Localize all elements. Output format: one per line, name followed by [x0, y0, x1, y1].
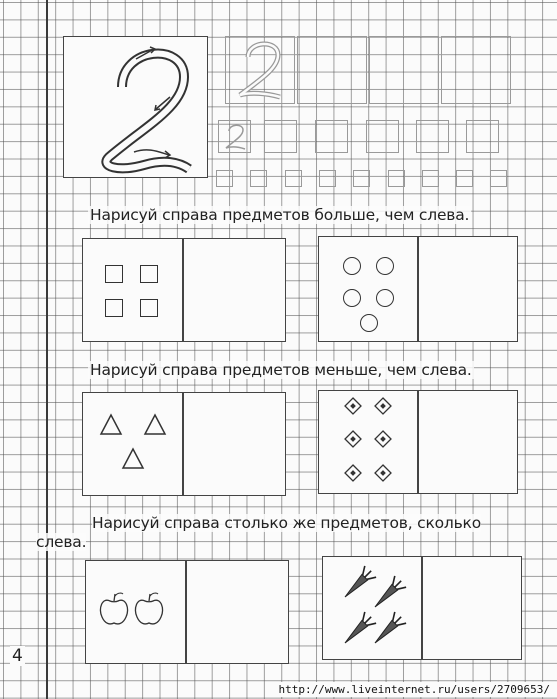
- circle-shape: [343, 289, 361, 307]
- carrot-shape: [369, 611, 406, 648]
- trace-small-box-3[interactable]: [315, 120, 348, 153]
- drawing-area[interactable]: [187, 561, 288, 663]
- trace-tiny-box-9[interactable]: [490, 170, 507, 187]
- square-shape: [140, 265, 158, 283]
- trace-tiny-box-8[interactable]: [456, 170, 473, 187]
- diamond-shape: [345, 465, 361, 481]
- task2-left-pair: [82, 392, 286, 496]
- page-margin-line: [46, 0, 48, 699]
- trace-tiny-box-2[interactable]: [250, 170, 267, 187]
- trace-small-box-6[interactable]: [466, 120, 499, 153]
- carrot-shape: [339, 565, 376, 602]
- diamond-shape: [375, 398, 391, 414]
- trace-box-2[interactable]: [297, 36, 367, 104]
- digit-two-stroke-guide: [64, 37, 206, 176]
- trace-box-1[interactable]: [225, 36, 295, 104]
- trace-small-box-4[interactable]: [366, 120, 399, 153]
- drawing-area[interactable]: [184, 239, 285, 341]
- task3-right-pair: [322, 556, 522, 660]
- instruction-equal: Нарисуй справа столько же предметов, сколько слева.: [36, 514, 482, 551]
- digit-two-trace-glyph: [219, 121, 250, 152]
- circle-shape: [360, 314, 378, 332]
- triangles-group: [83, 393, 181, 493]
- task1-left-pair: [82, 238, 286, 342]
- diamonds-group: [319, 391, 415, 491]
- trace-tiny-box-1[interactable]: [216, 170, 233, 187]
- circle-shape: [376, 257, 394, 275]
- carrot-shape: [369, 575, 406, 612]
- square-shape: [105, 265, 123, 283]
- drawing-area[interactable]: [419, 391, 517, 493]
- diamond-shape: [345, 431, 361, 447]
- trace-small-box-2[interactable]: [264, 120, 297, 153]
- instruction-more: Нарисуй справа предметов больше, чем слева.: [90, 206, 470, 224]
- carrots-group: [323, 557, 419, 657]
- digit-model-box: [63, 36, 208, 178]
- trace-box-4[interactable]: [441, 36, 511, 104]
- drawing-area[interactable]: [419, 237, 517, 341]
- footer-url[interactable]: http://www.liveinternet.ru/users/2709653/: [275, 682, 553, 697]
- drawing-area[interactable]: [184, 393, 285, 495]
- trace-tiny-box-7[interactable]: [422, 170, 439, 187]
- trace-tiny-box-5[interactable]: [353, 170, 370, 187]
- trace-box-3[interactable]: [369, 36, 439, 104]
- square-shape: [140, 299, 158, 317]
- digit-two-trace-glyph: [226, 37, 294, 103]
- triangle-shape: [123, 449, 143, 468]
- diamond-shape: [375, 465, 391, 481]
- trace-tiny-box-4[interactable]: [319, 170, 336, 187]
- triangle-shape: [145, 415, 165, 434]
- trace-tiny-box-3[interactable]: [285, 170, 302, 187]
- apples-group: [86, 561, 184, 661]
- page-number: 4: [12, 646, 23, 666]
- carrot-shape: [339, 611, 376, 648]
- circle-shape: [376, 289, 394, 307]
- diamond-shape: [375, 431, 391, 447]
- instruction-less: Нарисуй справа предметов меньше, чем слева.: [90, 361, 472, 379]
- task2-right-pair: [318, 390, 518, 494]
- square-shape: [105, 299, 123, 317]
- triangle-shape: [101, 415, 121, 434]
- apple-shape: [100, 593, 127, 624]
- trace-tiny-box-6[interactable]: [388, 170, 405, 187]
- apple-shape: [135, 593, 162, 624]
- task3-left-pair: [85, 560, 289, 664]
- drawing-area[interactable]: [423, 557, 521, 659]
- trace-small-box-5[interactable]: [416, 120, 449, 153]
- task1-right-pair: [318, 236, 518, 342]
- trace-small-box-1[interactable]: [218, 120, 251, 153]
- diamond-shape: [345, 398, 361, 414]
- circle-shape: [343, 257, 361, 275]
